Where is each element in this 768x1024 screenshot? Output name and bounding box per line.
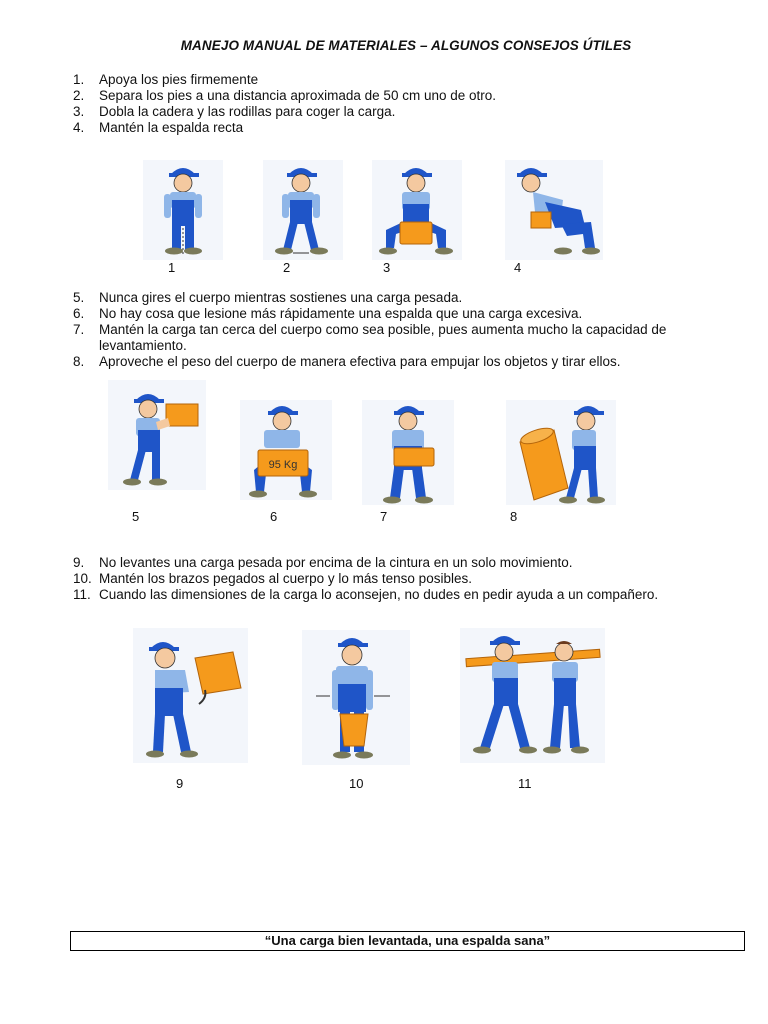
tip-item: 8. Aproveche el peso del cuerpo de manera efectiva para empujar los objetos y tirar ellos. [73, 354, 621, 369]
figure-2-feet-apart [263, 160, 343, 260]
tip-item: 6. No hay cosa que lesione más rápidamente una espalda que una carga excesiva. [73, 306, 583, 321]
figure-label: 4 [514, 260, 522, 275]
figure-label: 11 [518, 776, 532, 791]
tip-item: 7. Mantén la carga tan cerca del cuerpo como sea posible, pues aumenta mucho la capacidad de levantamiento. [73, 322, 667, 353]
tips-list-1 [73, 72, 733, 136]
figure-label: 10 [349, 776, 364, 791]
figure-label: 1 [168, 260, 176, 275]
figure-11-ask-help [460, 628, 605, 763]
figure-1-feet-firm [143, 160, 223, 260]
tip-item: 10. Mantén los brazos pegados al cuerpo y lo más tenso posibles. [73, 571, 472, 586]
figure-10-arms-close [302, 630, 410, 765]
tips-list-2 [73, 290, 713, 370]
figure-4-straight-back [505, 160, 603, 260]
figure-label: 9 [176, 776, 184, 791]
figure-label: 7 [380, 509, 388, 524]
figure-7-load-close [362, 400, 454, 505]
figure-label: 5 [132, 509, 140, 524]
figure-label: 2 [283, 260, 291, 275]
figure-9-no-lift-above-waist [133, 628, 248, 763]
figure-5-no-twist [108, 380, 206, 490]
slogan-box: “Una carga bien levantada, una espalda sana” [70, 931, 745, 951]
tip-item: 5. Nunca gires el cuerpo mientras sostienes una carga pesada. [73, 290, 463, 305]
tip-item: 11. Cuando las dimensiones de la carga lo aconsejen, no dudes en pedir ayuda a un compañero. [73, 587, 659, 602]
figure-label: 6 [270, 509, 278, 524]
tip-item: 9. No levantes una carga pesada por encima de la cintura en un solo movimiento. [73, 555, 573, 570]
tips-list-3 [73, 555, 733, 603]
box-weight-label: 95 Kg [268, 459, 298, 471]
figure-6-excessive-load [240, 400, 332, 500]
tip-item: 4. Mantén la espalda recta [73, 120, 244, 135]
tip-item: 1. Apoya los pies firmemente [73, 72, 259, 87]
page-title: MANEJO MANUAL DE MATERIALES – ALGUNOS CONSEJOS ÚTILES [180, 38, 632, 53]
figure-3-bend-knees [372, 160, 462, 260]
figure-label: 3 [383, 260, 391, 275]
figure-label: 8 [510, 509, 518, 524]
tip-item: 2. Separa los pies a una distancia aproximada de 50 cm uno de otro. [73, 88, 496, 103]
figure-8-push-pull [506, 400, 616, 505]
tip-item: 3. Dobla la cadera y las rodillas para coger la carga. [73, 104, 396, 119]
